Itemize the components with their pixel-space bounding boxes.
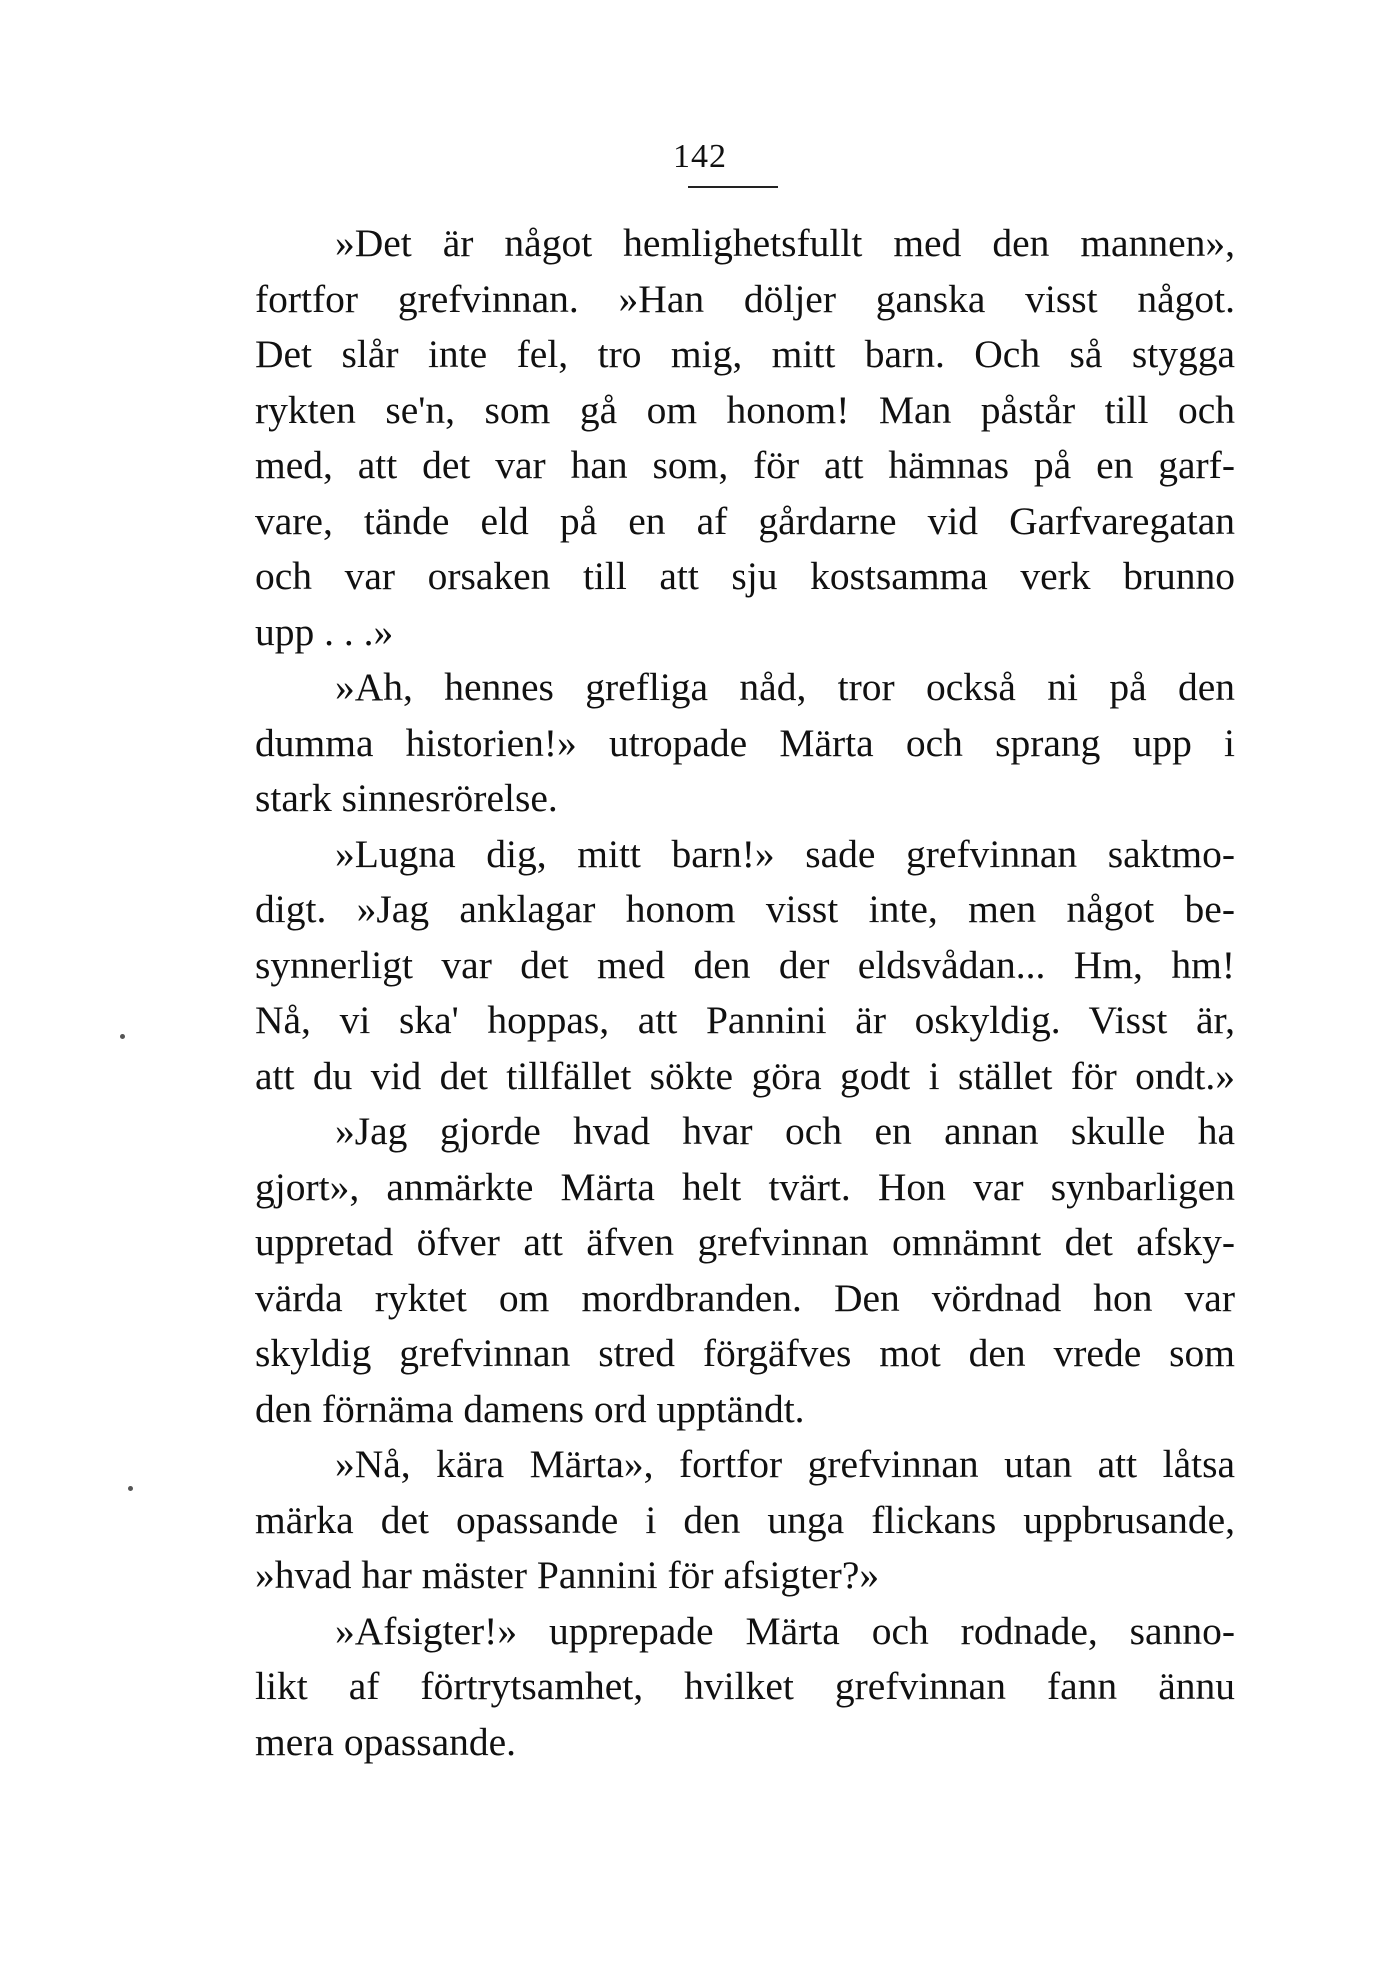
text-line: och var orsaken till att sju kostsamma verk brunno (255, 554, 1235, 598)
text-line: rykten se'n, som gå om honom! Man påstår till och (255, 387, 1235, 432)
text-line: likt af förtrytsamhet, hvilket grefvinnan fann ännu (255, 1664, 1235, 1708)
text-line: Nå, vi ska' hoppas, att Pannini är oskyldig. Visst är, (255, 998, 1235, 1042)
text-line: att du vid det tillfället sökte göra godt i stället för ondt.» (255, 1053, 1235, 1098)
margin-speck (120, 1034, 125, 1039)
text-line: synnerligt var det med den der eldsvådan... Hm, hm! (255, 942, 1235, 987)
text-line: »hvad har mäster Pannini för afsigter?» (255, 1553, 880, 1597)
text-line: »Lugna dig, mitt barn!» sade grefvinnan saktmo- (335, 831, 1235, 876)
text-line: dumma historien!» utropade Märta och sprang upp i (255, 720, 1235, 765)
text-line: mera opassande. (255, 1719, 517, 1764)
text-line: med, att det var han som, för att hämnas på en garf- (255, 443, 1235, 487)
text-line: vare, tände eld på en af gårdarne vid Garfvaregatan (255, 498, 1235, 543)
text-line: digt. »Jag anklagar honom visst inte, men något be- (255, 887, 1235, 931)
text-line: »Ah, hennes grefliga nåd, tror också ni på den (335, 665, 1235, 709)
text-line: »Det är något hemlighetsfullt med den mannen», (335, 221, 1235, 265)
page-number: 142 (673, 138, 727, 175)
text-line: den förnäma damens ord upptändt. (255, 1386, 805, 1431)
text-line: Det slår inte fel, tro mig, mitt barn. Och så stygga (255, 332, 1235, 376)
text-line: märka det opassande i den unga flickans uppbrusande, (255, 1497, 1235, 1542)
text-line: »Afsigter!» upprepade Märta och rodnade, sanno- (335, 1608, 1235, 1653)
text-line: fortfor grefvinnan. »Han döljer ganska visst något. (255, 276, 1235, 321)
body-text (255, 216, 1235, 1770)
text-line: skyldig grefvinnan stred förgäfves mot den vrede som (255, 1331, 1235, 1375)
page-number-rule (688, 186, 778, 188)
text-line: uppretad öfver att äfven grefvinnan omnämnt det afsky- (255, 1220, 1235, 1264)
margin-speck (128, 1486, 133, 1491)
text-line: gjort», anmärkte Märta helt tvärt. Hon var synbarligen (255, 1164, 1235, 1209)
text-line: upp . . .» (255, 609, 394, 654)
text-line: stark sinnesrörelse. (255, 776, 558, 820)
text-line: »Nå, kära Märta», fortfor grefvinnan utan att låtsa (335, 1442, 1235, 1486)
text-line: värda ryktet om mordbranden. Den vördnad hon var (255, 1275, 1235, 1320)
text-line: »Jag gjorde hvad hvar och en annan skulle ha (335, 1109, 1235, 1153)
